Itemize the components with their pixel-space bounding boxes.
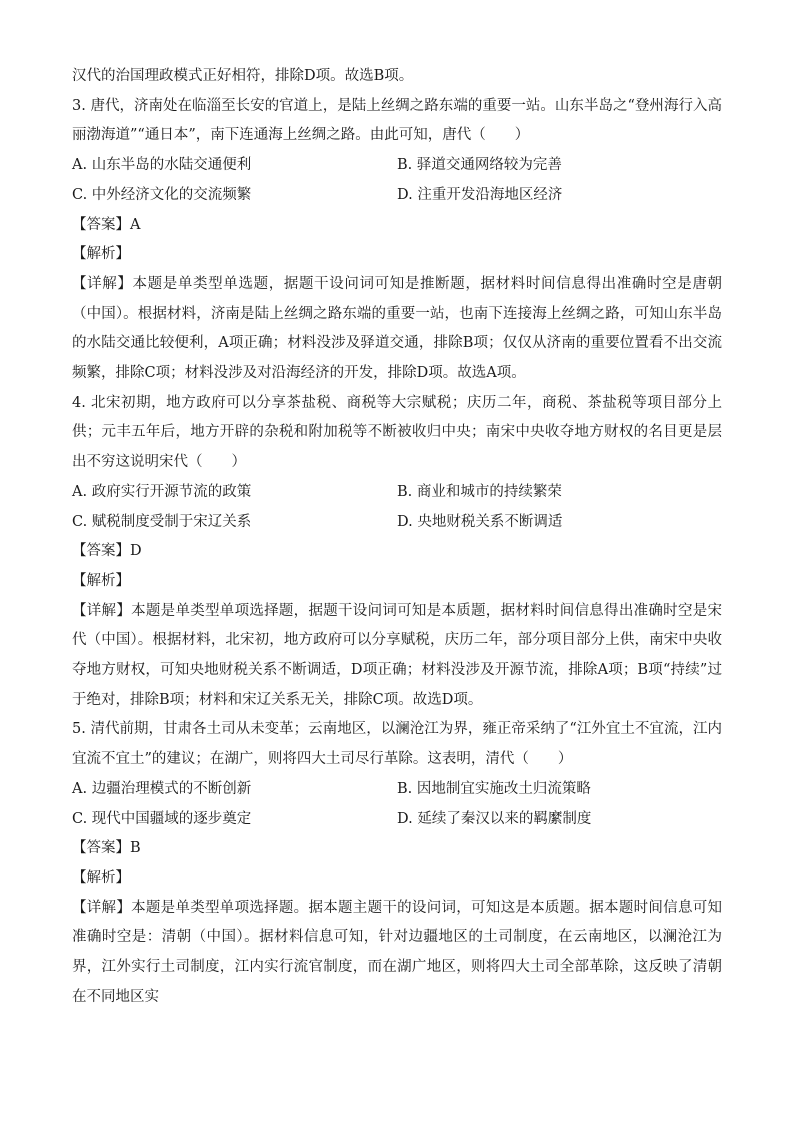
option-list [72, 151, 722, 210]
option-c: C. 中外经济文化的交流频繁 [72, 186, 252, 203]
answer-label: 【答案】B [72, 840, 141, 857]
document-page [72, 62, 722, 1013]
question-stem: 5. 清代前期，甘肃各土司从未变革；云南地区，以澜沧江为界，雍正帝采纳了“江外宜土不宜流，江内宜流不宜土”的建议；在湖广，则将四大土司尽行革除。这表明，清代（ ） [72, 721, 722, 768]
option-a: A. 边疆治理模式的不断创新 [72, 780, 252, 797]
answer-label: 【答案】A [72, 216, 141, 233]
detail-text: 【详解】本题是单类型单项选择题，据题干设问词可知是本质题，据材料时间信息得出准确时空是宋代（中国）。根据材料，北宋初，地方政府可以分享赋税，庆历二年，部分项目部分上供，南宋中央收夺地方财权，可知央地财税关系不断调适，D项正确；材料没涉及开源节流，排除A项；B项“持续”过于绝对，排除B项；材料和宋辽关系无关，排除C项。故选D项。 [72, 602, 722, 708]
question-5 [72, 715, 722, 1012]
question-4 [72, 389, 722, 716]
lead-text: 汉代的治国理政模式正好相符，排除D项。故选B项。 [72, 68, 414, 84]
option-c: C. 赋税制度受制于宋辽关系 [72, 513, 252, 530]
detail-text: 【详解】本题是单类型单选题，据题干设问词可知是推断题，据材料时间信息得出准确时空是唐朝（中国）。根据材料，济南是陆上丝绸之路东端的重要一站，也南下连接海上丝绸之路，可知山东半岛的水陆交通比较便利，A项正确；材料没涉及驿道交通，排除B项；仅仅从济南的重要位置看不出交流频繁，排除C项；材料没涉及对沿海经济的开发，排除D项。故选A项。 [72, 275, 722, 382]
option-c: C. 现代中国疆域的逐步奠定 [72, 810, 252, 827]
analysis-label: 【解析】 [72, 572, 130, 589]
question-stem: 4. 北宋初期，地方政府可以分享茶盐税、商税等大宗赋税；庆历二年，商税、茶盐税等项目部分上供；元丰五年后，地方开辟的杂税和附加税等不断被收归中央；南宋中央收夺地方财权的名目更是层出不穷这说明宋代（ ） [72, 394, 722, 471]
option-list [72, 478, 722, 537]
option-a: A. 山东半岛的水陆交通便利 [72, 157, 252, 174]
option-a: A. 政府实行开源节流的政策 [72, 483, 252, 500]
analysis-label: 【解析】 [72, 246, 130, 263]
option-list [72, 775, 722, 834]
question-3 [72, 92, 722, 389]
option-d: D. 央地财税关系不断调适 [397, 513, 563, 530]
question-stem: 3. 唐代，济南处在临淄至长安的官道上，是陆上丝绸之路东端的重要一站。山东半岛之“登州海行入高丽渤海道”“通日本”，南下连通海上丝绸之路。由此可知，唐代（ ） [72, 97, 722, 144]
answer-label: 【答案】D [72, 543, 142, 560]
option-b: B. 驿道交通网络较为完善 [397, 157, 562, 174]
detail-text: 【详解】本题是单类型单项选择题。据本题主题干的设问词，可知这是本质题。据本题时间信息可知准确时空是：清朝（中国）。据材料信息可知，针对边疆地区的土司制度，在云南地区，以澜沧江为界，江外实行土司制度，江内实行流官制度，而在湖广地区，则将四大土司全部革除，这反映了清朝在不同地区实 [72, 899, 722, 1005]
analysis-label: 【解析】 [72, 869, 130, 886]
option-b: B. 因地制宜实施改土归流策略 [397, 780, 591, 797]
option-d: D. 延续了秦汉以来的羁縻制度 [397, 810, 592, 827]
option-b: B. 商业和城市的持续繁荣 [397, 483, 562, 500]
option-d: D. 注重开发沿海地区经济 [397, 186, 563, 203]
